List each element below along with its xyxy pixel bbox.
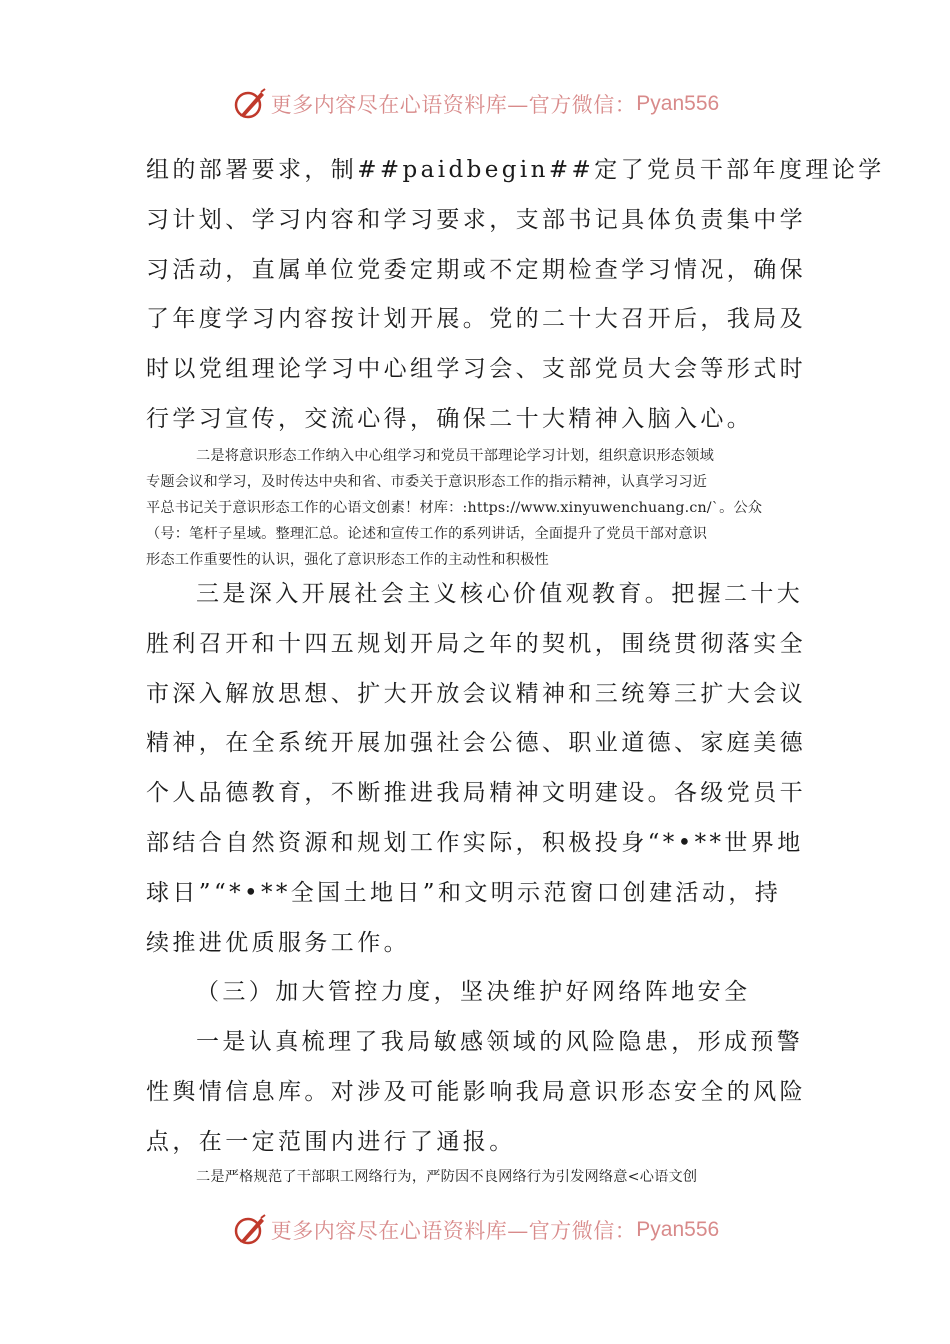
- text-line: 球日”“*•**全国土地日”和文明示范窗口创建活动，持: [146, 879, 782, 906]
- text-line: 部结合自然资源和规划工作实际，积极投身“*•**世界地: [146, 829, 804, 856]
- text-line: 个人品德教育，不断推进我局精神文明建设。各级党员干: [146, 780, 806, 807]
- text-line: 形态工作重要性的认识，强化了意识形态工作的主动性和积极性: [146, 552, 549, 568]
- banner-wechat-id: Pyan556: [636, 1218, 720, 1241]
- paragraph-network-behavior: [146, 1164, 810, 1190]
- text-line: 点，在一定范围内进行了通报。: [146, 1128, 516, 1155]
- text-line: 平总书记关于意识形态工作的心语文创素！材库：:https://www.xinyuwenchuang.cn/`。公众: [146, 500, 763, 516]
- quill-logo-icon: [231, 86, 267, 122]
- text-line: 二是将意识形态工作纳入中心组学习和党员干部理论学习计划，组织意识形态领域: [196, 448, 714, 464]
- banner-text: 更多内容尽在心语资料库—官方微信：: [270, 1219, 637, 1243]
- banner-wechat-id: Pyan556: [636, 92, 720, 115]
- quill-logo-icon: [231, 1212, 267, 1248]
- paragraph-study-plan: [146, 146, 885, 445]
- banner-text: 更多内容尽在心语资料库—官方微信：: [270, 93, 637, 117]
- text-line: 行学习宣传，交流心得，确保二十大精神入脑入心。: [146, 405, 754, 432]
- text-line: 精神，在全系统开展加强社会公德、职业道德、家庭美德: [146, 730, 806, 757]
- paragraph-ideology-study: [146, 443, 810, 573]
- text-line: 时以党组理论学习中心组学习会、支部党员大会等形式时: [146, 356, 806, 383]
- footer-banner: [0, 1210, 950, 1250]
- text-line: 三是深入开展社会主义核心价值观教育。把握二十大: [196, 581, 804, 607]
- text-line: 专题会议和学习，及时传达中央和省、市委关于意识形态工作的指示精神，认真学习习近: [146, 474, 708, 490]
- text-line: 续推进优质服务工作。: [146, 929, 410, 956]
- text-line: 组的部署要求，制##paidbegin##定了党员干部年度理论学: [146, 157, 885, 183]
- section-heading: （三）加大管控力度，坚决维护好网络阵地安全: [196, 979, 751, 1006]
- header-banner: [0, 84, 950, 124]
- text-line: 习活动，直属单位党委定期或不定期检查学习情况，确保: [146, 256, 806, 283]
- text-line: 胜利召开和十四五规划开局之年的契机，围绕贯彻落实全: [146, 630, 806, 657]
- text-line: 习计划、学习内容和学习要求，支部书记具体负责集中学: [146, 206, 806, 233]
- text-line: 一是认真梳理了我局敏感领域的风险隐患，形成预警: [196, 1029, 804, 1056]
- text-line: 了年度学习内容按计划开展。党的二十大召开后，我局及: [146, 306, 806, 333]
- text-line: 二是严格规范了干部职工网络行为，严防因不良网络行为引发网络意<心语文创: [196, 1169, 698, 1185]
- text-line: 性舆情信息库。对涉及可能影响我局意识形态安全的风险: [146, 1078, 806, 1105]
- text-line: （号：笔杆子星域。整理汇总。论述和宣传工作的系列讲话，全面提升了党员干部对意识: [146, 526, 708, 542]
- text-line: 市深入解放思想、扩大开放会议精神和三统筹三扩大会议: [146, 680, 806, 707]
- paragraph-core-values: [146, 570, 810, 1168]
